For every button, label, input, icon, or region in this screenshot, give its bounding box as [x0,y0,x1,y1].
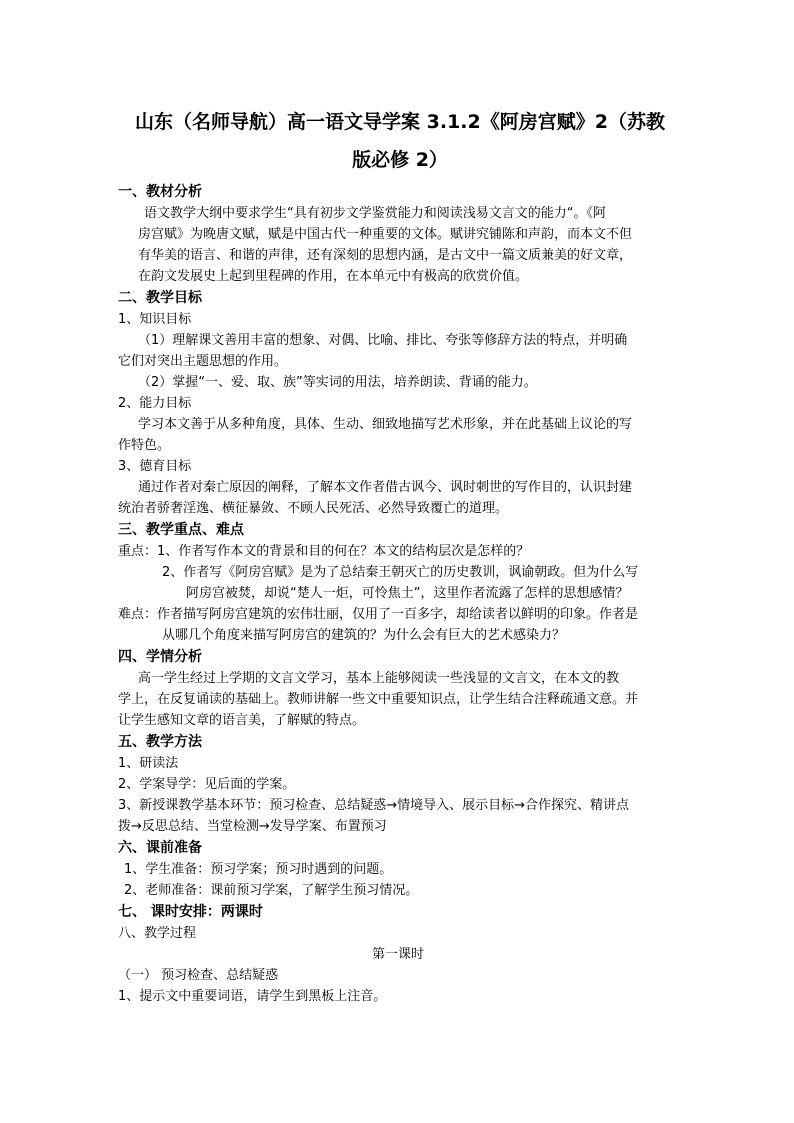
text-line: （一） 预习检查、总结疑惑 [118,968,279,983]
text-line: （2）掌握“一、爱、取、族”等实词的用法，培养朗读、背诵的能力。 [138,375,537,390]
text-line: 高一学生经过上学期的文言文学习，基本上能够阅读一些浅显的文言文，在本文的教 [138,671,620,686]
text-line: 阿房宫被焚，却说“楚人一炬，可怜焦土”，这里作者流露了怎样的思想感情？ [186,586,629,601]
text-line: 学习本文善于从多种角度，具体、生动、细致地描写艺术形象，并在此基础上议论的写 [138,417,633,432]
document-title [100,103,700,179]
text-line: 1、知识目标 [118,312,192,327]
section-heading: 五、教学方法 [118,734,202,750]
text-line: 3、德育目标 [118,459,192,474]
text-line: 2、作者写《阿房宫赋》是为了总结秦王朝灭亡的历史教训，讽谕朝政。但为什么写 [162,565,639,580]
text-line: （1）理解课文善用丰富的想象、对偶、比喻、排比、夸张等修辞方法的特点，并明确 [138,333,628,348]
text-line: 第一课时 [371,947,424,962]
section-heading: 七、 课时安排：两课时 [118,904,263,920]
text-line: 让学生感知文章的语言美，了解赋的特点。 [118,713,366,728]
text-line: 语文教学大纲中要求学生“具有初步文学鉴赏能力和阅读浅易文言文的能力“。《阿 [144,206,606,221]
text-line: 在韵文发展史上起到里程碑的作用，在本单元中有极高的欣赏价值。 [138,269,529,284]
section-heading: 三、教学重点、难点 [118,522,244,538]
text-line: 它们对突出主题思想的作用。 [118,354,288,369]
text-line: 学上，在反复诵读的基础上。教师讲解一些文中重要知识点，让学生结合注释疏通文意。并 [118,692,639,707]
text-line: 从哪几个角度来描写阿房宫的建筑的？为什么会有巨大的艺术感染力？ [162,628,566,643]
text-line: 3、新授课教学基本环节：预习检查、总结疑惑→情境导入、展示目标→合作探究、精讲点 [118,798,630,813]
text-line: 有华美的语言、和谐的声律，还有深刻的思想内涵，是古文中一篇文质兼美的好文章， [138,248,633,263]
text-line: 统治者骄奢淫逸、横征暴敛、不顾人民死活、必然导致覆亡的道理。 [118,501,509,516]
section-heading: 六、课前准备 [118,840,202,856]
document-body [118,181,678,1007]
text-line: 1、提示文中重要词语，请学生到黑板上注音。 [118,989,387,1004]
title-line-1: 山东（名师导航）高一语文导学案 3.1.2《阿房宫赋》2（苏教 [135,111,665,133]
text-line: 八、教学过程 [118,926,197,941]
text-line: 重点：1、作者写作本文的背景和目的何在？本文的结构层次是怎样的？ [118,544,530,559]
text-line: 2、老师准备：课前预习学案，了解学生预习情况。 [124,883,419,898]
text-line: 拨→反思总结、当堂检测→发导学案、布置预习 [118,819,387,834]
title-line-2: 版必修 2） [352,149,448,171]
text-line: 1、学生准备：预习学案；预习时遇到的问题。 [124,862,393,877]
text-line: 作特色。 [118,438,171,453]
text-line: 房宫赋》为晚唐文赋，赋是中国古代一种重要的文体。赋讲究铺陈和声韵，而本文不但 [138,227,633,242]
section-heading: 四、学情分析 [118,649,202,665]
text-line: 通过作者对秦亡原因的阐释，了解本文作者借古讽今、讽时刺世的写作目的，认识封建 [138,480,633,495]
section-heading: 二、教学目标 [118,290,202,306]
text-line: 难点：作者描写阿房宫建筑的宏伟壮丽，仅用了一百多字，却给读者以鲜明的印象。作者是 [118,607,639,622]
text-line: 1、研读法 [118,756,179,771]
text-line: 2、学案导学：见后面的学案。 [118,777,296,792]
text-line: 2、能力目标 [118,396,192,411]
section-heading: 一、教材分析 [118,184,202,200]
